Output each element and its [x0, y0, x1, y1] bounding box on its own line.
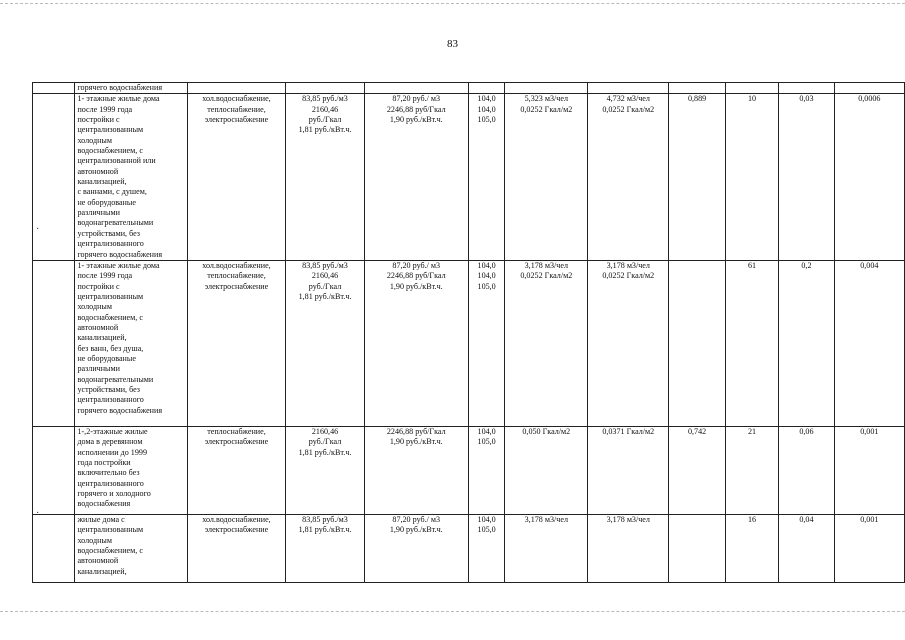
row-tariffs-b [364, 260, 468, 426]
row-share-a [779, 83, 834, 94]
row-services [187, 426, 286, 514]
row-coefficient [669, 260, 726, 426]
row-coefficient [669, 514, 726, 582]
row-count: 61 [725, 260, 778, 426]
row-norm-a-line: 3,178 м3/чел [524, 514, 568, 524]
row-description-line: дома в деревянном [77, 437, 143, 447]
row-norm-a [505, 83, 588, 94]
row-description-line: постройки с [77, 115, 120, 125]
row-norm-b [588, 94, 669, 261]
row-index-line: 105,0 [477, 437, 496, 447]
row-empty-cell [33, 426, 75, 514]
row-coefficient [669, 83, 726, 94]
row-description-line: автономной [77, 556, 119, 566]
row-tariffs-b [364, 426, 468, 514]
row-empty-cell [33, 260, 75, 426]
row-description-line: постройки с [77, 281, 120, 291]
row-index-line: 105,0 [477, 115, 496, 125]
row-services [187, 94, 286, 261]
row-tariffs-b-line: 87,20 руб./ м3 [392, 514, 441, 524]
table-row [33, 514, 905, 582]
row-index-line: 104,0 [477, 426, 496, 436]
row-description-line: горячего водоснабжения [77, 405, 163, 415]
scan-top-edge [0, 3, 905, 4]
row-index-line: 104,0 [477, 514, 496, 524]
tariff-table-body [33, 83, 905, 583]
row-share-b: 0,001 [834, 514, 904, 582]
row-description [75, 426, 187, 514]
row-index [468, 83, 504, 94]
table-row [33, 83, 905, 94]
row-index [468, 94, 504, 261]
row-coefficient: 0,742 [669, 426, 726, 514]
row-norm-b-line: 0,0252 Гкал/м2 [602, 104, 655, 114]
row-norm-b [588, 260, 669, 426]
row-description-line: года постройки [77, 457, 131, 467]
row-services-line: хол.водоснабжение, [202, 514, 271, 524]
row-coefficient: 0,889 [669, 94, 726, 261]
row-norm-b [588, 83, 669, 94]
row-index-line: 104,0 [477, 104, 496, 114]
row-tariffs-b [364, 514, 468, 582]
row-share-b: 0,001 [834, 426, 904, 514]
row-description-line: водоснабжением, с [77, 146, 143, 156]
row-description-line: без ванн, без душа, [77, 343, 144, 353]
row-description [75, 83, 187, 94]
row-norm-a [505, 426, 588, 514]
row-tariffs-a-line: 2160,46 [311, 271, 339, 281]
row-tariffs-b [364, 83, 468, 94]
row-description-line: после 1999 года [77, 271, 133, 281]
row-description-line: водоснабжением, с [77, 545, 143, 555]
row-share-a: 0,03 [779, 94, 834, 261]
row-description-line: горячего водоснабжения [77, 83, 163, 92]
row-services-line: электроснабжение [204, 525, 269, 535]
row-description-line: горячего водоснабжения [77, 249, 163, 259]
row-index-line: 105,0 [477, 525, 496, 535]
row-count: 16 [725, 514, 778, 582]
row-tariffs-a-line: руб./Гкал [308, 437, 342, 447]
row-norm-b-line: 0,0252 Гкал/м2 [602, 271, 655, 281]
row-description-line: централизованного [77, 478, 144, 488]
row-share-b [834, 83, 904, 94]
row-count: 21 [725, 426, 778, 514]
row-tariffs-b-line: 87,20 руб./ м3 [392, 94, 441, 104]
table-row [33, 94, 905, 261]
row-tariffs-a-line: 2160,46 [311, 104, 339, 114]
row-empty-cell [33, 514, 75, 582]
row-description-line: с ваннами, с душем, [77, 187, 147, 197]
row-tariffs-b-line: 1,90 руб./кВт.ч. [389, 115, 443, 125]
table-row [33, 426, 905, 514]
row-description-line: не оборудованые [77, 197, 136, 207]
row-description-line: централизованной или [77, 156, 156, 166]
row-norm-b-line: 3,178 м3/чел [606, 260, 650, 270]
row-description [75, 514, 187, 582]
row-description-line: канализацией, [77, 333, 127, 343]
row-tariffs-b-line: 1,90 руб./кВт.ч. [389, 525, 443, 535]
row-norm-b-line: 4,732 м3/чел [606, 94, 650, 104]
row-share-a: 0,2 [779, 260, 834, 426]
row-description-line: после 1999 года [77, 104, 133, 114]
row-tariffs-b [364, 94, 468, 261]
row-index-line: 104,0 [477, 260, 496, 270]
row-description-line: водоснабжения [77, 499, 131, 509]
row-norm-a [505, 514, 588, 582]
row-description-line: горячего и холодного [77, 488, 151, 498]
row-share-a: 0,06 [779, 426, 834, 514]
row-index-line: 105,0 [477, 281, 496, 291]
row-index [468, 260, 504, 426]
table-row [33, 260, 905, 426]
scan-speck: · [36, 224, 40, 235]
row-share-b: 0,0006 [834, 94, 904, 261]
row-description-line: не оборудованые [77, 353, 136, 363]
row-tariffs-a-line: 1,81 руб./кВт.ч. [298, 447, 352, 457]
row-description-line: различными [77, 364, 120, 374]
row-norm-a [505, 94, 588, 261]
row-description-line: автономной [77, 166, 119, 176]
row-description-line: централизованного [77, 395, 144, 405]
row-description-line: канализацией, [77, 566, 127, 576]
row-norm-b [588, 426, 669, 514]
row-tariffs-b-line: 2246,88 руб/Гкал [386, 104, 446, 114]
row-tariffs-b-line: 2246,88 руб/Гкал [386, 271, 446, 281]
row-description-line: включительно без [77, 468, 140, 478]
row-services-line: хол.водоснабжение, [202, 260, 271, 270]
row-services-line: теплоснабжение, [207, 271, 266, 281]
row-tariffs-a-line: руб./Гкал [308, 115, 342, 125]
row-tariffs-a-line: 83,85 руб./м3 [302, 514, 348, 524]
row-tariffs-a-line: 1,81 руб./кВт.ч. [298, 291, 352, 301]
row-description-line: жилые дома с [77, 514, 125, 524]
row-services-line: теплоснабжение, [207, 426, 266, 436]
row-norm-a-line: 0,0252 Гкал/м2 [520, 271, 573, 281]
row-norm-b-line: 0,0371 Гкал/м2 [602, 426, 655, 436]
row-norm-a-line: 0,0252 Гкал/м2 [520, 104, 573, 114]
row-tariffs-a-line: 1,81 руб./кВт.ч. [298, 525, 352, 535]
row-description-line: централизованным [77, 125, 144, 135]
row-norm-a-line: 0,050 Гкал/м2 [522, 426, 571, 436]
row-description-line: холодным [77, 535, 112, 545]
tariff-table [32, 82, 905, 583]
scan-bottom-edge [0, 611, 905, 612]
row-description-line: холодным [77, 302, 112, 312]
row-share-a: 0,04 [779, 514, 834, 582]
row-description-line: автономной [77, 322, 119, 332]
row-description-line: водонагревательными [77, 374, 154, 384]
row-description-line: 1-,2-этажные жилые [77, 426, 148, 436]
row-tariffs-a-line: 2160,46 [311, 426, 339, 436]
row-tariffs-a-line: 83,85 руб./м3 [302, 94, 348, 104]
row-norm-b [588, 514, 669, 582]
row-empty-cell [33, 83, 75, 94]
row-empty-cell [33, 94, 75, 261]
row-tariffs-b-line: 1,90 руб./кВт.ч. [389, 281, 443, 291]
row-description-line: 1- этажные жилые дома [77, 94, 160, 104]
row-norm-a-line: 5,323 м3/чел [524, 94, 568, 104]
row-tariffs-a-line: 83,85 руб./м3 [302, 260, 348, 270]
row-tariffs-b-line: 2246,88 руб/Гкал [386, 426, 446, 436]
row-services-line: теплоснабжение, [207, 104, 266, 114]
row-description-line: исполнении до 1999 [77, 447, 147, 457]
scan-speck: · [36, 508, 40, 519]
row-tariffs-a [286, 260, 364, 426]
row-norm-a-line: 3,178 м3/чел [524, 260, 568, 270]
row-tariffs-a [286, 83, 364, 94]
row-description-line: централизованного [77, 239, 144, 249]
row-services-line: электроснабжение [204, 437, 269, 447]
row-share-b: 0,004 [834, 260, 904, 426]
row-description-line: различными [77, 208, 120, 218]
row-description-line: водонагревательными [77, 218, 154, 228]
row-tariffs-b-line: 87,20 руб./ м3 [392, 260, 441, 270]
row-description-line: централизованным [77, 525, 144, 535]
row-description-line: холодным [77, 135, 112, 145]
row-tariffs-a [286, 94, 364, 261]
row-tariffs-a-line: 1,81 руб./кВт.ч. [298, 125, 352, 135]
row-description-line: 1- этажные жилые дома [77, 260, 160, 270]
row-description-line: устройствами, без [77, 228, 140, 238]
row-description-line: централизованным [77, 291, 144, 301]
row-tariffs-a [286, 426, 364, 514]
row-services [187, 260, 286, 426]
row-index [468, 514, 504, 582]
row-services [187, 514, 286, 582]
row-services-line: электроснабжение [204, 281, 269, 291]
row-services-line: электроснабжение [204, 115, 269, 125]
row-tariffs-a-line: руб./Гкал [308, 281, 342, 291]
row-index [468, 426, 504, 514]
row-norm-a [505, 260, 588, 426]
row-services-line: хол.водоснабжение, [202, 94, 271, 104]
row-description-line: канализацией, [77, 177, 127, 187]
page-number: 83 [447, 38, 458, 50]
row-index-line: 104,0 [477, 94, 496, 104]
row-description [75, 94, 187, 261]
row-count [725, 83, 778, 94]
row-description [75, 260, 187, 426]
row-description-line: устройствами, без [77, 384, 140, 394]
row-description-line: водоснабжением, с [77, 312, 143, 322]
row-services [187, 83, 286, 94]
row-tariffs-a [286, 514, 364, 582]
row-norm-b-line: 3,178 м3/чел [606, 514, 650, 524]
row-tariffs-b-line: 1,90 руб./кВт.ч. [389, 437, 443, 447]
row-count: 10 [725, 94, 778, 261]
row-index-line: 104,0 [477, 271, 496, 281]
